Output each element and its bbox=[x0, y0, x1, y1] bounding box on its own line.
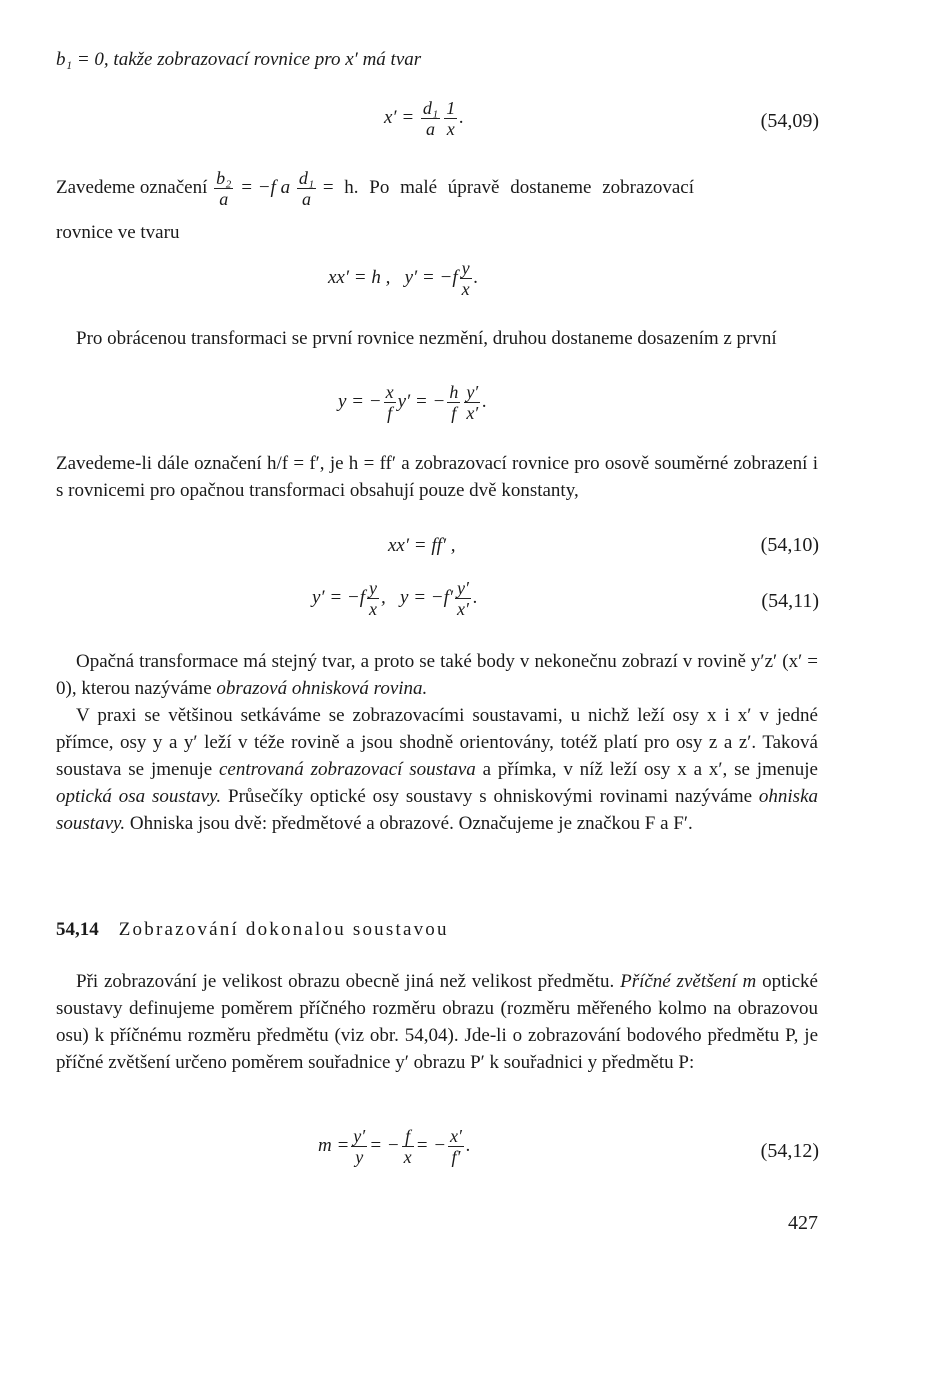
fraction bbox=[460, 258, 472, 299]
text-line-1: b₁ = 0, takže zobrazovací rovnice pro x′ má tvar bbox=[56, 49, 422, 70]
equation-b bbox=[338, 382, 487, 423]
denominator: x bbox=[461, 279, 470, 299]
denominator: a bbox=[426, 119, 436, 139]
numerator: y′ bbox=[466, 382, 479, 402]
text-span: = h. Po malé úpravě dostaneme zobrazovací bbox=[322, 176, 695, 198]
equation-54-11 bbox=[312, 578, 478, 619]
paragraph-6 bbox=[56, 968, 818, 1076]
eq-mid: = − bbox=[415, 1134, 447, 1156]
denominator: x bbox=[446, 119, 455, 139]
text-span: Průsečíky optické osy soustavy s ohniskovými rovinami nazýváme bbox=[221, 786, 759, 807]
emphasis: Příčné zvětšení m bbox=[620, 971, 757, 992]
numerator: d₁ bbox=[298, 168, 315, 188]
paragraph-text bbox=[56, 968, 818, 1076]
paragraph-4 bbox=[56, 648, 818, 702]
fraction bbox=[421, 98, 440, 139]
eq-lhs: m = bbox=[318, 1134, 350, 1156]
paragraph-text bbox=[56, 702, 818, 837]
denominator: f′ bbox=[451, 1147, 461, 1167]
emphasis: centrovaná zobrazovací soustava bbox=[219, 759, 476, 780]
equation-number: (54,10) bbox=[760, 534, 819, 556]
numerator: y bbox=[461, 258, 470, 278]
paragraph-5 bbox=[56, 702, 818, 837]
emphasis: obrazová ohnisková rovina. bbox=[216, 678, 428, 699]
denominator: x′ bbox=[466, 403, 479, 423]
eq-lhs: xx′ = h , y′ = −f bbox=[328, 266, 458, 288]
equation-54-10: xx′ = ff′ , bbox=[388, 535, 456, 556]
eq-mid: , y = −f′ bbox=[381, 586, 454, 608]
denominator: x bbox=[403, 1147, 412, 1167]
fraction bbox=[447, 382, 460, 423]
denominator: f bbox=[451, 403, 457, 423]
eq-tail: . bbox=[473, 266, 479, 288]
numerator: y′ bbox=[457, 578, 469, 598]
fraction bbox=[351, 1126, 367, 1167]
paragraph-2 bbox=[56, 325, 818, 352]
eq-tail: . bbox=[465, 1134, 471, 1156]
numerator: d₁ bbox=[422, 98, 439, 118]
eq-lhs: y = − bbox=[338, 390, 382, 412]
section-title: Zobrazování dokonalou soustavou bbox=[118, 919, 449, 940]
eq-lhs: x′ = bbox=[384, 106, 415, 128]
paragraph-3 bbox=[56, 450, 818, 504]
equation-number: (54,09) bbox=[760, 110, 819, 132]
fraction bbox=[367, 578, 379, 619]
eq-mid: = − bbox=[369, 1134, 400, 1156]
fraction bbox=[402, 1126, 414, 1167]
paragraph-text: Pro obrácenou transformaci se první rovnice nezmění, druhou dostaneme dosazením z první bbox=[76, 328, 777, 349]
numerator: b₂ bbox=[216, 168, 232, 188]
section-heading bbox=[56, 916, 449, 943]
text-span: optické soustavy definujeme poměrem příčného rozměru obrazu (rozměru měřeného kolmo na obrazovou osu) k příčnému rozměru předmětu (viz obr. 54,04). Jde-li o zobrazování bodového předmětu P, je příčné zvětšení určeno poměrem souřadnice y′ obrazu P′ k souřadnici y předmětu P: bbox=[56, 971, 818, 1073]
fraction bbox=[384, 382, 396, 423]
numerator: h bbox=[449, 382, 459, 402]
text-line-2 bbox=[56, 168, 818, 209]
denominator: f bbox=[387, 403, 393, 423]
section-number: 54,14 bbox=[56, 919, 99, 940]
equation-a bbox=[328, 258, 478, 299]
text-span: = −f a bbox=[240, 176, 291, 198]
text-span: Ohniska jsou dvě: předmětové a obrazové. Označujeme je značkou F a F′. bbox=[125, 813, 693, 834]
equation-54-09 bbox=[384, 98, 464, 139]
numerator: y bbox=[369, 578, 378, 598]
text-span: Opačná transformace má stejný tvar, a proto se také body v nekonečnu zobrazí v rovině y′z′ (x′ = 0), kterou nazýváme bbox=[56, 651, 818, 699]
eq-tail: . bbox=[482, 390, 487, 412]
text-span: Při zobrazování je velikost obrazu obecně jiná než velikost předmětu. bbox=[76, 971, 621, 992]
numerator: x′ bbox=[450, 1126, 462, 1146]
paragraph-text: Zavedeme-li dále označení h/f = f′, je h = ff′ a zobrazovací rovnice pro osově souměrné zobrazení i s rovnicemi pro opačnou transformaci obsahují pouze dvě konstanty, bbox=[56, 453, 818, 501]
fraction bbox=[297, 168, 316, 209]
text-span: Zavedeme označení bbox=[56, 176, 208, 198]
fraction bbox=[214, 168, 233, 209]
text-span: a přímka, v níž leží osy x a x′, se jmenuje bbox=[475, 759, 818, 780]
denominator: a bbox=[219, 189, 229, 209]
eq-mid: y′ = − bbox=[397, 390, 446, 412]
text-span: V praxi se většinou setkáváme se zobrazovacími soustavami, u nichž leží osy x i x′ v jedné přímce, osy y a y′ leží v téže rovině a jsou shodně orientovány, totéž platí pro osy z a z′. Taková soustava se jmenuje bbox=[56, 705, 818, 780]
eq-lhs: y′ = −f bbox=[312, 586, 366, 608]
numerator: y′ bbox=[353, 1126, 366, 1146]
fraction bbox=[448, 1126, 464, 1167]
emphasis: ohniska soustavy. bbox=[56, 786, 818, 834]
page-number: 427 bbox=[788, 1212, 818, 1234]
denominator: y bbox=[355, 1147, 364, 1167]
fraction bbox=[455, 578, 471, 619]
denominator: x bbox=[369, 599, 378, 619]
denominator: a bbox=[301, 189, 311, 209]
denominator: x′ bbox=[457, 599, 469, 619]
equation-54-12 bbox=[318, 1126, 471, 1167]
fraction bbox=[444, 98, 457, 139]
fraction bbox=[464, 382, 480, 423]
equation-number: (54,11) bbox=[761, 590, 819, 612]
text-line-3: rovnice ve tvaru bbox=[56, 222, 180, 243]
eq-tail: . bbox=[459, 106, 464, 128]
equation-number: (54,12) bbox=[760, 1140, 819, 1162]
eq-tail: . bbox=[472, 586, 478, 608]
numerator: f bbox=[402, 1126, 414, 1147]
emphasis: optická osa soustavy. bbox=[56, 786, 222, 807]
numerator: x bbox=[385, 382, 394, 402]
paragraph-text bbox=[56, 648, 818, 702]
numerator: 1 bbox=[446, 98, 456, 118]
